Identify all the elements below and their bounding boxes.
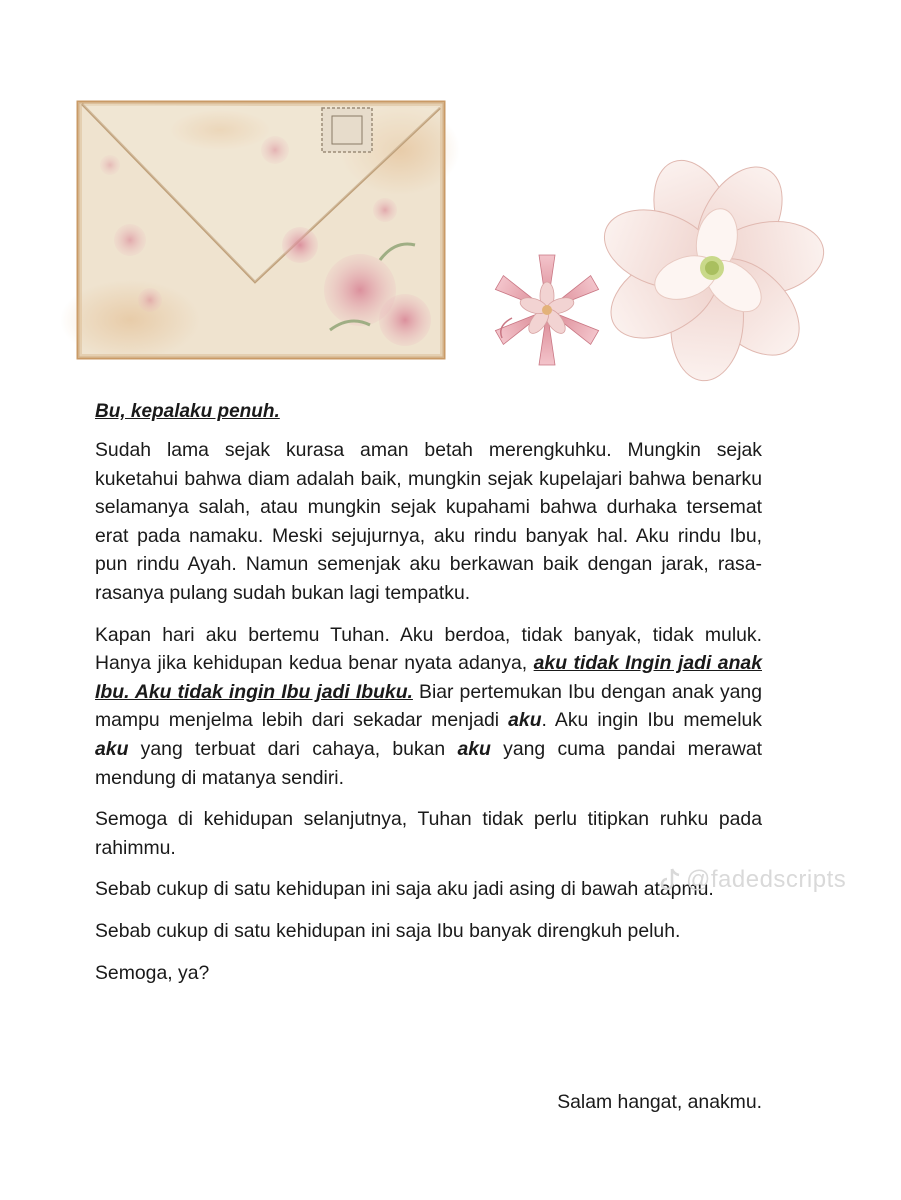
paragraph-2-part: yang cuma pandai merawat mendung di matanya sendiri. (95, 737, 762, 789)
paragraph-6: Semoga, ya? (95, 961, 210, 984)
paragraph-2-part: . Aku ingin Ibu memeluk (541, 709, 762, 732)
paragraph-2 (95, 621, 762, 793)
paragraph-2-part: yang terbuat dari cahaya, bukan (128, 737, 458, 760)
watermark-handle: @fadedscripts (686, 866, 847, 893)
letter-body (95, 398, 762, 1000)
pink-lily-icon (495, 255, 598, 365)
letter-heading: Bu, kepalaku penuh. (95, 401, 280, 422)
emphasis-aku: aku (95, 737, 129, 760)
emphasis-aku: aku (457, 737, 491, 760)
header-artwork (0, 0, 901, 400)
watermark (658, 866, 846, 894)
paragraph-3: Semoga di kehidupan selanjutnya, Tuhan tidak perlu titipkan ruhku pada rahimmu. (95, 808, 762, 859)
paragraph-5: Sebab cukup di satu kehidupan ini saja Ibu banyak direngkuh peluh. (95, 919, 681, 942)
emphasis-aku: aku (508, 709, 542, 732)
tiktok-logo-icon (658, 867, 682, 893)
paragraph-4: Sebab cukup di satu kehidupan ini saja aku jadi asing di bawah atapmu. (95, 878, 714, 901)
paragraph-2-part: Kapan hari aku bertemu Tuhan. Aku berdoa, tidak banyak, tidak muluk. Hanya jika kehidupan kedua benar nyata adanya, (95, 623, 762, 675)
magnolia-icon (594, 150, 830, 384)
emphasis-underlined: aku tidak Ingin jadi anak Ibu. Aku tidak ingin Ibu jadi Ibuku. (95, 652, 762, 703)
signature: Salam hangat, anakmu. (557, 1091, 762, 1113)
envelope-icon (60, 102, 460, 360)
paragraph-1: Sudah lama sejak kurasa aman betah merengkuhku. Mungkin sejak kuketahui bahwa diam adalah baik, mungkin sejak kupelajari bahwa benarku selamanya salah, atau mungkin sejak kupahami bahwa durhaka tersemat erat pada namaku. Meski sejujurnya, aku rindu banyak hal. Aku rindu Ibu, pun rindu Ayah. Namun semenjak aku berkawan baik dengan jarak, rasa-rasanya pulang sudah bukan lagi tempatku. (95, 439, 762, 604)
paragraph-2-part: Biar pertemukan Ibu dengan anak yang mampu menjelma lebih dari sekadar menjadi (95, 680, 762, 732)
